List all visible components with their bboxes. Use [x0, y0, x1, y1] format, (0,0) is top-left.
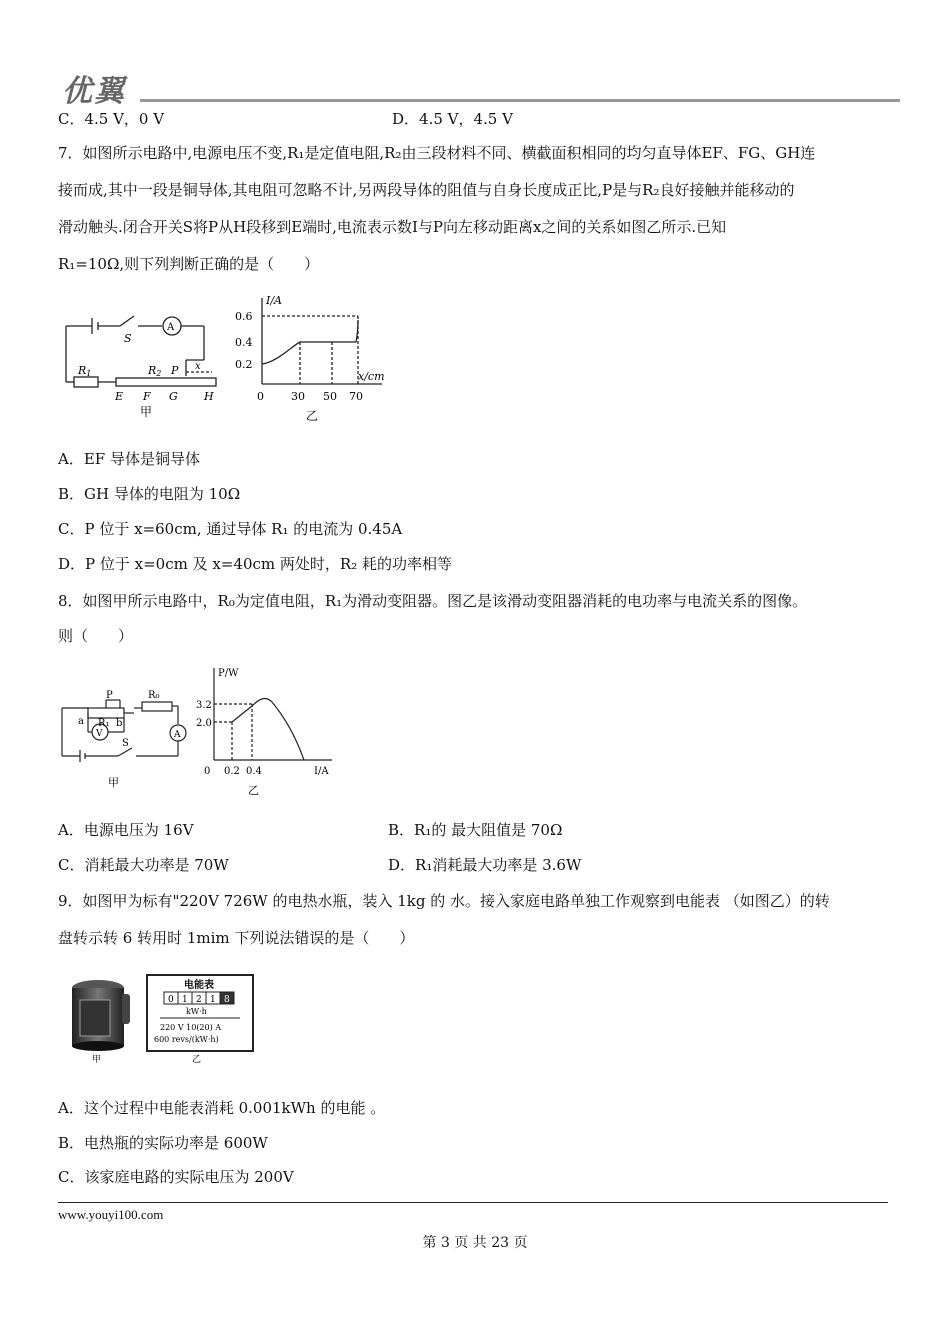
q8-tick-0-2: 0.2 — [224, 766, 240, 777]
q7-graph-caption: 乙 — [306, 409, 319, 423]
q8-graph-y-label: P/W — [218, 668, 239, 679]
q7-switch-label: S — [124, 332, 132, 345]
q8-r1-label: R₁ — [98, 718, 110, 729]
q7-tick-0-6: 0.6 — [235, 310, 253, 323]
q8-circuit-diagram — [58, 688, 198, 798]
q7-option-a: A．EF 导体是铜导体 — [58, 450, 200, 468]
q9-meter-title: 电能表 — [184, 980, 214, 991]
q8-graph-x-label: I/A — [314, 766, 329, 777]
q7-tick-0-4: 0.4 — [235, 336, 253, 349]
q9-option-c: C．该家庭电路的实际电压为 200V — [58, 1168, 294, 1186]
header-divider — [140, 99, 900, 102]
q8-ammeter-label: A — [174, 730, 181, 740]
q7-point-h: H — [204, 390, 214, 403]
q7-r1-label: R1 — [78, 364, 92, 378]
q8-tick-2-0: 2.0 — [196, 718, 212, 729]
q9-meter-digit-5: 8 — [224, 995, 230, 1005]
q9-energy-meter — [146, 974, 256, 1066]
q7-r2-label: R2 — [148, 364, 162, 378]
q8-stem-line-2: 则（ ） — [58, 627, 134, 645]
q7-option-c: C．P 位于 x=60cm, 通过导体 R₁ 的电流为 0.45A — [58, 520, 403, 538]
q8-switch-label: S — [122, 738, 129, 749]
q8-option-a: A．电源电压为 16V — [58, 821, 194, 839]
q9-meter-spec-2: 600 revs/(kW·h) — [154, 1035, 219, 1044]
q8-end-a: a — [78, 716, 84, 727]
q8-tick-0: 0 — [204, 766, 211, 777]
q9-meter-spec-1: 220 V 10(20) A — [160, 1023, 222, 1032]
q8-circuit-caption: 甲 — [108, 776, 119, 789]
q9-meter-unit: kW·h — [186, 1007, 207, 1016]
q7-graph-x-label: x/cm — [358, 370, 385, 383]
q8-tick-3-2: 3.2 — [196, 700, 212, 711]
q6-option-c: C．4.5 V，0 V — [58, 110, 165, 128]
q7-tick-0: 0 — [257, 390, 264, 403]
q9-meter-digit-2: 1 — [182, 995, 188, 1005]
q7-ammeter-label: A — [167, 322, 175, 333]
q7-tick-30: 30 — [291, 390, 305, 403]
q7-circuit-diagram — [58, 312, 228, 422]
q9-option-a: A．这个过程中电能表消耗 0.001kWh 的电能 。 — [58, 1099, 386, 1117]
q7-stem-line-1: 7．如图所示电路中,电源电压不变,R₁是定值电阻,R₂由三段材料不同、横截面积相同的均匀直导体EF、FG、GH连 — [58, 144, 816, 162]
q8-power-graph — [196, 662, 346, 798]
q7-stem-line-4: R₁=10Ω,则下列判断正确的是（ ） — [58, 255, 320, 273]
q9-option-b: B．电热瓶的实际功率是 600W — [58, 1134, 268, 1152]
q9-kettle-caption: 甲 — [92, 1055, 102, 1065]
page-number: 第 3 页 共 23 页 — [422, 1235, 528, 1251]
q7-distance-label: x — [195, 361, 201, 372]
q7-stem-line-3: 滑动触头.闭合开关S将P从H段移到E端时,电流表示数I与P向左移动距离x之间的关系如图乙所示.已知 — [58, 218, 727, 236]
q9-meter-digit-1: 0 — [168, 995, 174, 1005]
brand-logo: 优翼 — [62, 74, 126, 109]
q9-stem-line-1: 9．如图甲为标有"220V 726W 的电热水瓶，装入 1kg 的 水。接入家庭电路单独工作观察到电能表 （如图乙）的转 — [58, 892, 830, 910]
q7-current-graph — [232, 292, 402, 426]
q8-tick-0-4: 0.4 — [246, 766, 262, 777]
q7-stem-line-2: 接而成,其中一段是铜导体,其电阻可忽略不计,另两段导体的阻值与自身长度成正比,P是与R₂良好接触并能移动的 — [58, 181, 795, 199]
q7-point-g: G — [169, 390, 178, 403]
q6-option-d: D．4.5 V，4.5 V — [392, 110, 513, 128]
footer-divider — [58, 1202, 888, 1203]
q8-option-b: B．R₁的 最大阻值是 70Ω — [388, 821, 563, 839]
q9-stem-line-2: 盘转示转 6 转用时 1mim 下列说法错误的是（ ） — [58, 929, 415, 947]
q7-option-d: D．P 位于 x=0cm 及 x=40cm 两处时，R₂ 耗的功率相等 — [58, 555, 452, 573]
q7-tick-50: 50 — [323, 390, 337, 403]
q9-meter-caption: 乙 — [192, 1055, 202, 1065]
q9-meter-digit-3: 2 — [196, 995, 202, 1005]
q8-option-d: D．R₁消耗最大功率是 3.6W — [388, 856, 582, 874]
q7-point-f: F — [143, 390, 151, 403]
q8-stem-line-1: 8．如图甲所示电路中，R₀为定值电阻，R₁为滑动变阻器。图乙是该滑动变阻器消耗的电功率与电流关系的图像。 — [58, 592, 808, 610]
q7-option-b: B．GH 导体的电阻为 10Ω — [58, 485, 241, 503]
footer-url: www.youyi100.com — [58, 1207, 164, 1222]
q7-graph-y-label: I/A — [266, 294, 282, 307]
q8-option-c: C．消耗最大功率是 70W — [58, 856, 229, 874]
q9-meter-digit-4: 1 — [210, 995, 216, 1005]
q8-voltmeter-label: V — [96, 729, 103, 739]
q8-slider-label: P — [106, 690, 113, 701]
q8-graph-caption: 乙 — [248, 784, 259, 797]
q7-tick-0-2: 0.2 — [235, 358, 253, 371]
q7-point-e: E — [115, 390, 124, 403]
q7-slider-label: P — [171, 364, 179, 377]
q9-kettle-image — [62, 976, 142, 1066]
q7-circuit-caption: 甲 — [140, 405, 153, 419]
q7-tick-70: 70 — [349, 390, 363, 403]
q8-r0-label: R₀ — [148, 690, 160, 701]
q8-end-b: b — [116, 718, 123, 729]
